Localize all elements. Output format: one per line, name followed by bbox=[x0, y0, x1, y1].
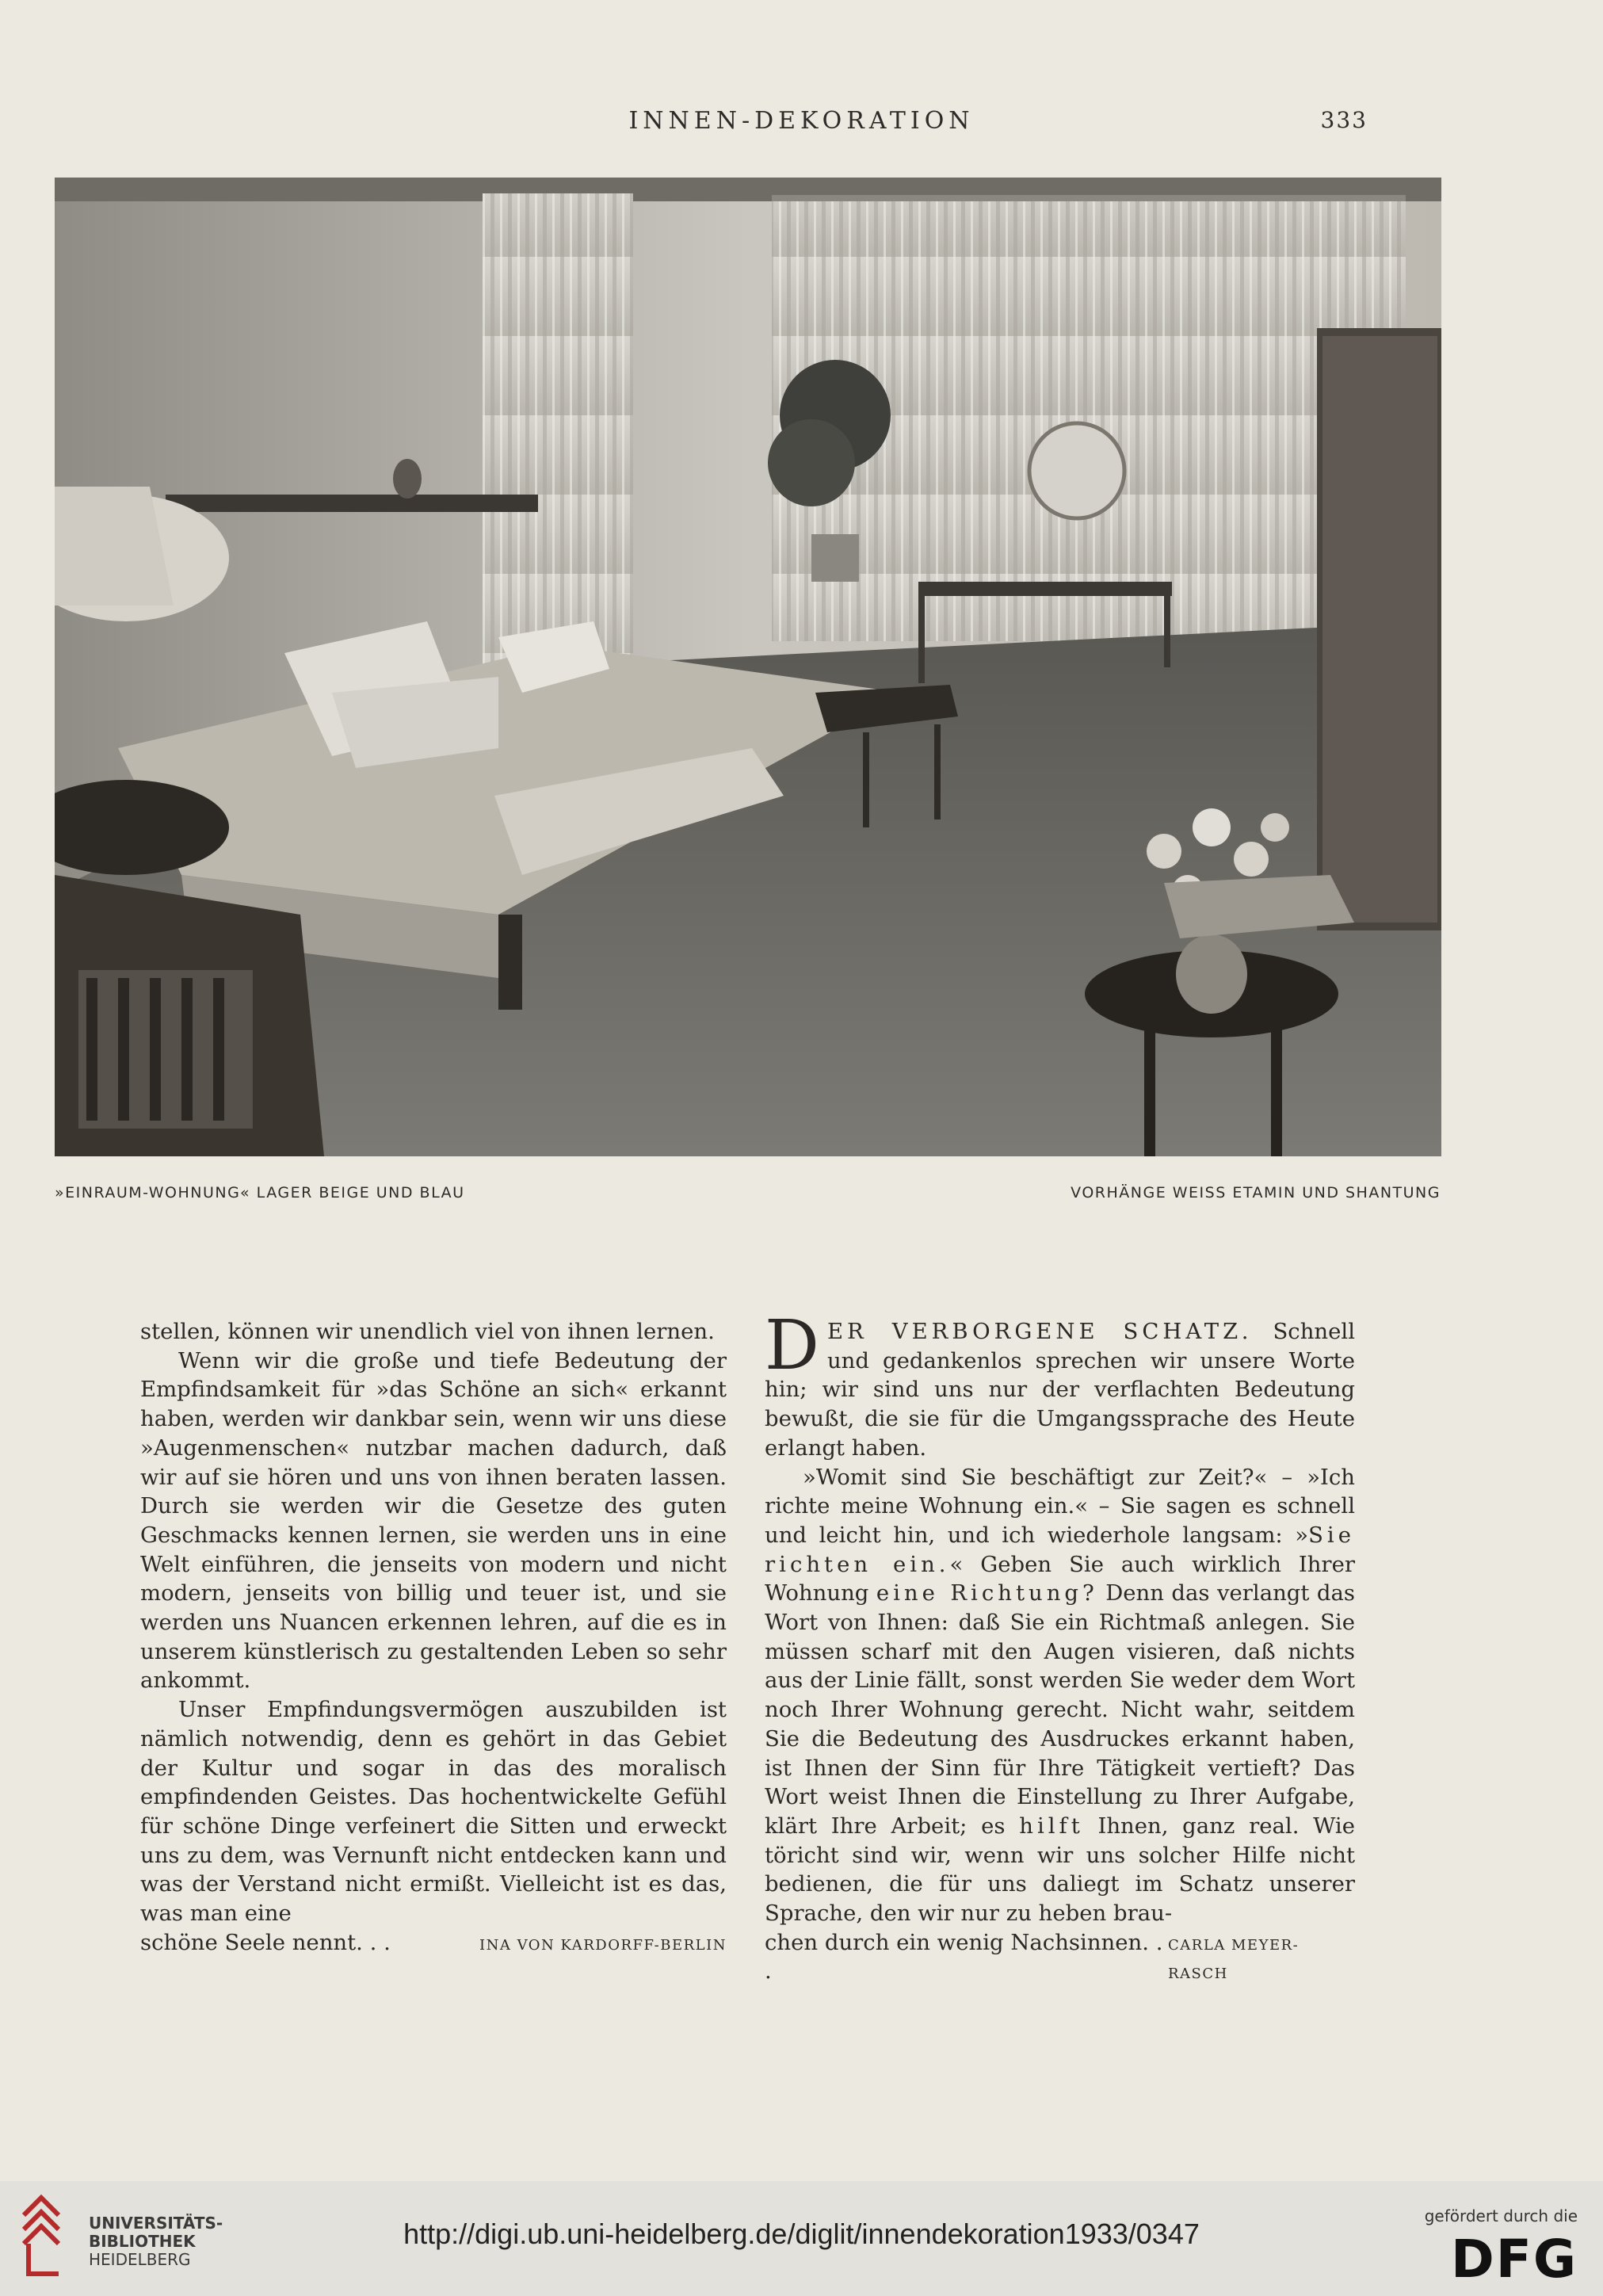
room-photo-illustration bbox=[55, 178, 1441, 1156]
dfg-logo: DFG bbox=[1450, 2229, 1578, 2290]
paragraph: stellen, können wir unendlich viel von ihnen lernen. bbox=[140, 1319, 715, 1344]
page-header bbox=[0, 107, 1603, 147]
paragraph bbox=[765, 1463, 1355, 1928]
author-signature: CARLA MEYER-RASCH bbox=[1168, 1936, 1300, 1983]
library-name-line: UNIVERSITÄTS- bbox=[89, 2214, 223, 2233]
paragraph: Unser Empfindungsvermögen auszubilden ist nämlich notwendig, denn es gehört in das Gebiet der Kultur und sogar in das des moralisch empfindenden Geistes. Das hochentwickelte Gefühl für schöne Dinge verfeinert die Sitten und erweckt uns zu dem, was Vernunft nicht entdecken kann und was der Verstand nicht ermißt. Vielleicht ist es das, was man eine bbox=[140, 1697, 727, 1927]
emphasis-text: hilft bbox=[1019, 1813, 1084, 1839]
article-column-left bbox=[140, 1317, 727, 1960]
paragraph-text: Denn das verlangt das Wort von Ihnen: daß Sie ein Richtmaß anlegen. Sie müssen scharf mit den Augen visieren, daß nichts aus der Linie fällt, sonst werden Sie weder dem Wort noch Ihrer Wohnung gerecht. Nicht wahr, seitdem Sie die Bedeutung des Ausdruckes erkannt haben, ist Ihnen der Sinn für Ihre Tätigkeit vertieft? Das Wort weist Ihnen die Einstellung zu Ihrer Aufgabe, klärt Ihre Arbeit; es bbox=[765, 1580, 1355, 1839]
funding-note: gefördert durch die bbox=[1424, 2206, 1578, 2225]
article-heading: ER VERBORGENE SCHATZ. bbox=[826, 1319, 1253, 1344]
running-title: INNEN-DEKORATION bbox=[628, 107, 975, 135]
article-column-right bbox=[765, 1306, 1355, 1989]
closing-line bbox=[765, 1928, 1355, 1989]
paragraph bbox=[765, 1306, 1355, 1463]
room-photo bbox=[55, 178, 1441, 1156]
closing-line bbox=[140, 1928, 727, 1961]
paragraph-text: « Geben Sie auch wirklich Ihrer Wohnung bbox=[765, 1551, 1355, 1606]
drop-cap: D bbox=[765, 1306, 819, 1385]
paragraph-text: Schnell und gedankenlos sprechen wir unsere Worte hin; wir sind uns nur der verflachten Bedeutung bewußt, die sie für die Umgangssprache des Heute erlangt haben. bbox=[765, 1319, 1355, 1461]
paragraph-end: chen durch ein wenig Nachsinnen. . . bbox=[765, 1929, 1163, 1985]
emphasis-text: eine Richtung? bbox=[876, 1580, 1098, 1606]
library-name-line: HEIDELBERG bbox=[89, 2250, 191, 2269]
paragraph-text: »Womit sind Sie beschäftigt zur Zeit?« – »Ich richte meine Wohnung ein.« – Sie sagen es schnell und leicht hin, und ich wiederhole langsam: » bbox=[765, 1464, 1355, 1548]
photo-caption-right: VORHÄNGE WEISS ETAMIN UND SHANTUNG bbox=[1071, 1184, 1441, 1201]
photo-caption-left: »EINRAUM-WOHNUNG« LAGER BEIGE UND BLAU bbox=[55, 1184, 465, 1201]
author-signature: INA VON KARDORFF-BERLIN bbox=[479, 1936, 727, 1954]
page-number: 333 bbox=[1320, 107, 1368, 133]
source-url[interactable]: http://digi.ub.uni-heidelberg.de/diglit/innendekoration1933/0347 bbox=[403, 2218, 1200, 2250]
paragraph-text: Ihnen, ganz real. Wie töricht sind wir, wenn wir uns solcher Hilfe nicht bedienen, die für uns daliegt im Schatz unserer Sprache, den wir nur zu heben brau- bbox=[765, 1813, 1355, 1927]
emphasis-text: Sie richten ein. bbox=[765, 1522, 1355, 1577]
paragraph-end: schöne Seele nennt. . . bbox=[140, 1929, 391, 1955]
library-name-line: BIBLIOTHEK bbox=[89, 2232, 196, 2251]
paragraph: Wenn wir die große und tiefe Bedeutung der Empfindsamkeit für »das Schöne an sich« erkannt haben, werden wir dankbar sein, wenn wir uns diese »Augenmenschen« nutzbar machen dadurch, daß wir auf sie hören und uns von ihnen beraten lassen. Durch sie werden wir die Gesetze des guten Geschmacks kennen lernen, sie werden uns in eine Welt einführen, die jenseits von modern und nicht modern, jenseits von billig und teuer ist, und sie werden uns Nuancen erkennen lehren, auf die es in unserem künstlerisch zu gestaltenden Leben so sehr ankommt. bbox=[140, 1347, 727, 1694]
